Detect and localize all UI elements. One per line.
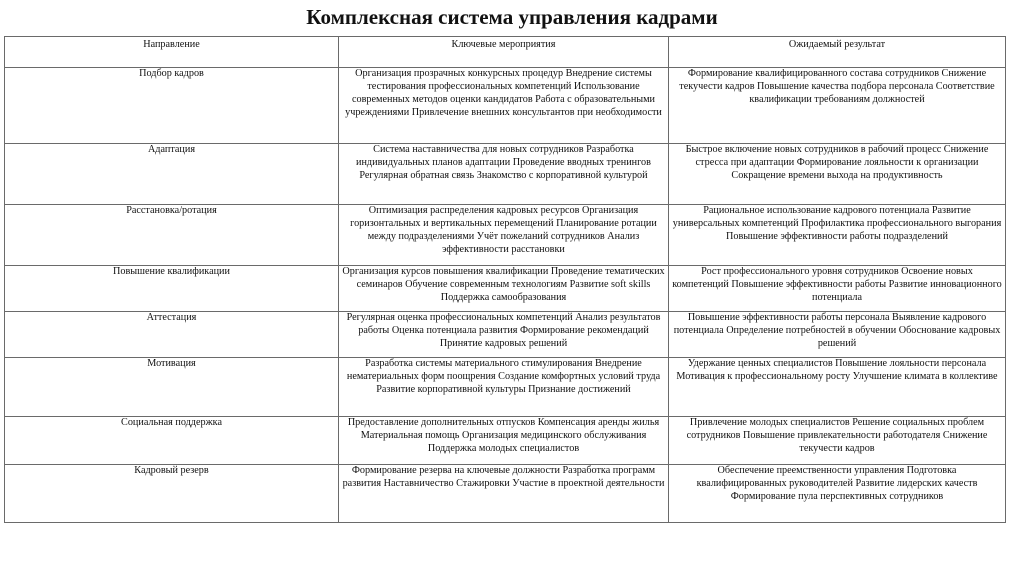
hr-management-table xyxy=(4,36,1006,523)
direction-cell: Социальная поддержка xyxy=(5,417,339,465)
result-cell: Формирование квалифицированного состава сотрудников Снижение текучести кадров Повышение качества подбора персонала Соответствие квалификации требованиям должностей xyxy=(669,68,1006,144)
result-cell: Рост профессионального уровня сотрудников Освоение новых компетенций Повышение эффективности работы Развитие инновационного потенциала xyxy=(669,266,1006,312)
table-row xyxy=(5,68,1006,144)
direction-cell: Кадровый резерв xyxy=(5,465,339,523)
header-result: Ожидаемый результат xyxy=(669,37,1006,68)
table-row xyxy=(5,417,1006,465)
table-row xyxy=(5,266,1006,312)
table-row xyxy=(5,144,1006,205)
result-cell: Обеспечение преемственности управления Подготовка квалифицированных руководителей Развитие лидерских качеств Формирование пула перспективных сотрудников xyxy=(669,465,1006,523)
result-cell: Рациональное использование кадрового потенциала Развитие универсальных компетенций Профилактика профессионального выгорания Повышение эффективности работы подразделений xyxy=(669,205,1006,266)
header-activities: Ключевые мероприятия xyxy=(339,37,669,68)
result-cell: Быстрое включение новых сотрудников в рабочий процесс Снижение стресса при адаптации Формирование лояльности к организации Сокращение времени выхода на продуктивность xyxy=(669,144,1006,205)
result-cell: Удержание ценных специалистов Повышение лояльности персонала Мотивация к профессиональному росту Улучшение климата в коллективе xyxy=(669,358,1006,417)
direction-cell: Расстановка/ротация xyxy=(5,205,339,266)
activities-cell: Организация курсов повышения квалификации Проведение тематических семинаров Обучение современным технологиям Развитие soft skills Поддержка самообразования xyxy=(339,266,669,312)
direction-cell: Подбор кадров xyxy=(5,68,339,144)
activities-cell: Система наставничества для новых сотрудников Разработка индивидуальных планов адаптации Проведение вводных тренингов Регулярная обратная связь Знакомство с корпоративной культурой xyxy=(339,144,669,205)
activities-cell: Регулярная оценка профессиональных компетенций Анализ результатов работы Оценка потенциала развития Формирование рекомендаций Принятие кадровых решений xyxy=(339,312,669,358)
activities-cell: Оптимизация распределения кадровых ресурсов Организация горизонтальных и вертикальных перемещений Планирование ротации между подразделениями Учёт пожеланий сотрудников Анализ эффективности расстановки xyxy=(339,205,669,266)
table-row xyxy=(5,465,1006,523)
header-direction: Направление xyxy=(5,37,339,68)
direction-cell: Аттестация xyxy=(5,312,339,358)
activities-cell: Предоставление дополнительных отпусков Компенсация аренды жилья Материальная помощь Организация медицинского обслуживания Поддержка молодых специалистов xyxy=(339,417,669,465)
activities-cell: Формирование резерва на ключевые должности Разработка программ развития Наставничество Стажировки Участие в проектной деятельности xyxy=(339,465,669,523)
table-row xyxy=(5,358,1006,417)
table-header-row xyxy=(5,37,1006,68)
result-cell: Привлечение молодых специалистов Решение социальных проблем сотрудников Повышение привлекательности работодателя Снижение текучести кадров xyxy=(669,417,1006,465)
activities-cell: Организация прозрачных конкурсных процедур Внедрение системы тестирования профессиональных компетенций Использование современных методов оценки кандидатов Работа с образовательными учреждениями Привлечение внешних консультантов при необходимости xyxy=(339,68,669,144)
table-row xyxy=(5,312,1006,358)
direction-cell: Мотивация xyxy=(5,358,339,417)
direction-cell: Адаптация xyxy=(5,144,339,205)
table-row xyxy=(5,205,1006,266)
direction-cell: Повышение квалификации xyxy=(5,266,339,312)
result-cell: Повышение эффективности работы персонала Выявление кадрового потенциала Определение потребностей в обучении Обоснование кадровых решений xyxy=(669,312,1006,358)
activities-cell: Разработка системы материального стимулирования Внедрение нематериальных форм поощрения Создание комфортных условий труда Развитие корпоративной культуры Признание достижений xyxy=(339,358,669,417)
page-title: Комплексная система управления кадрами xyxy=(306,5,718,29)
